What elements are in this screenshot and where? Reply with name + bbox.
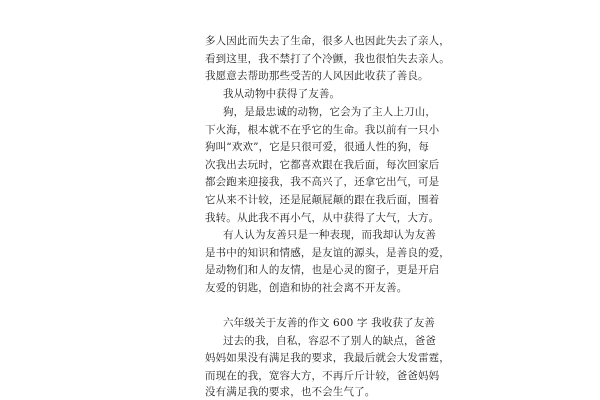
paragraph-3-line-7: 我转。从此我不再小气，从中获得了大气，大方。 xyxy=(205,212,440,224)
paragraph-5-line-3: 而现在的我，宽容大方，不再斤斤计较，爸爸妈妈 xyxy=(205,370,440,382)
paragraph-4-line-3: 是动物们和人的友情，也是心灵的窗子，更是开启 xyxy=(205,264,440,276)
paragraph-3-line-5: 都会跑来迎接我，我不高兴了，还拿它出气，可是 xyxy=(205,176,440,188)
paragraph-5-line-2: 妈妈如果没有满足我的要求，我最后就会大发雷霆， xyxy=(205,352,450,364)
paragraph-4-line-4: 友爱的钥匙，创造和协的社会离不开友善。 xyxy=(205,282,408,294)
paragraph-3-line-4: 次我出去玩时，它都喜欢跟在我后面，每次回家后 xyxy=(205,159,440,171)
paragraph-4-line-1: 有人认为友善只是一种表现，而我却认为友善 xyxy=(223,229,436,241)
paragraph-5-line-4: 没有满足我的要求，也不会生气了。 xyxy=(205,386,376,398)
paragraph-5-line-1: 过去的我，自私，容忍不了别人的缺点，爸爸 xyxy=(223,335,436,347)
paragraph-3-line-3: 狗叫“欢欢”，它是只很可爱，很通人性的狗，每 xyxy=(205,141,430,153)
paragraph-2-line-1: 我从动物中获得了友善。 xyxy=(223,88,341,100)
essay-heading: 六年级关于友善的作文 600 字 我收获了友善 xyxy=(223,317,436,329)
paragraph-1-line-2: 看到这里，我不禁打了个冷颤，我也很怕失去亲人。 xyxy=(205,53,450,65)
paragraph-3-line-1: 狗，是最忠诚的动物，它会为了主人上刀山， xyxy=(223,106,436,118)
paragraph-3-line-6: 它从来不计较，还是屁颠屁颠的跟在我后面，围着 xyxy=(205,194,440,206)
paragraph-1-line-1: 多人因此而失去了生命，很多人也因此失去了亲人， xyxy=(205,35,450,47)
paragraph-1-line-3: 我愿意去帮助那些受苦的人风因此收获了善良。 xyxy=(205,70,429,82)
paragraph-3-line-2: 下火海，根本就不在乎它的生命。我以前有一只小 xyxy=(205,124,440,136)
paragraph-4-line-2: 是书中的知识和情感，是友谊的源头，是善良的爱， xyxy=(205,247,450,259)
